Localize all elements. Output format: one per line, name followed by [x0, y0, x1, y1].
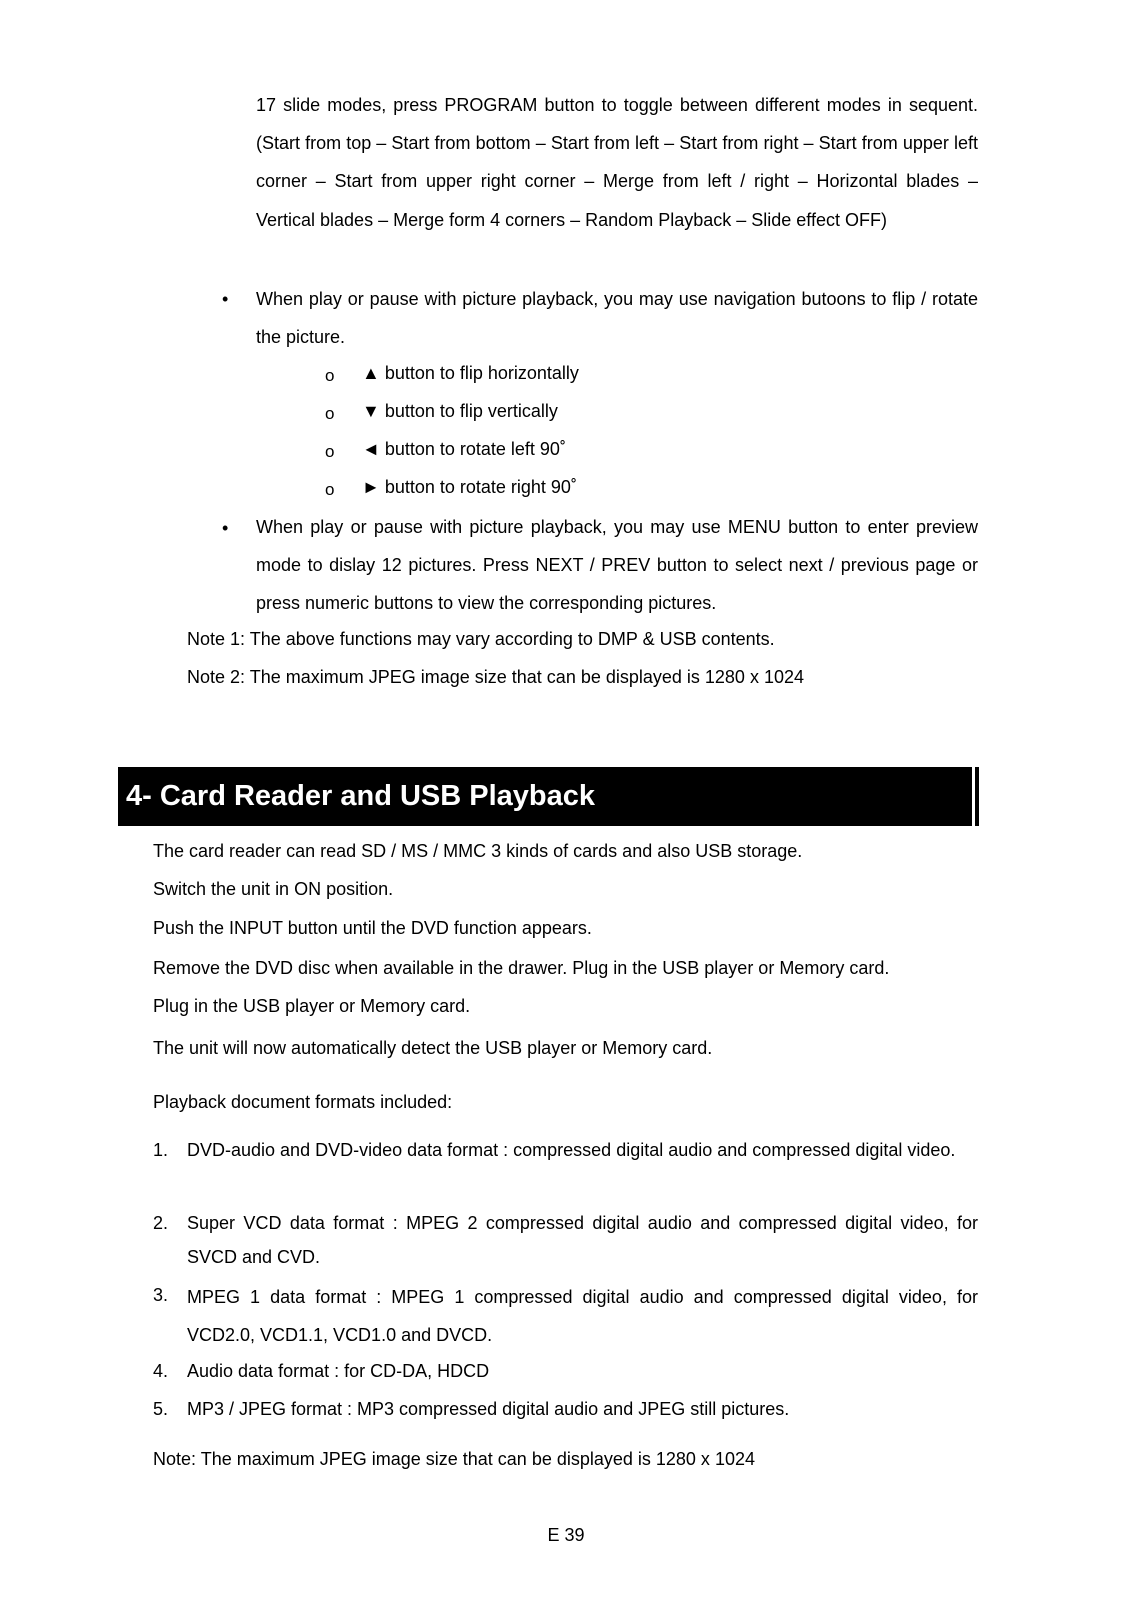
format-item: MPEG 1 data format : MPEG 1 compressed digital audio and compressed digital video, for VCD2.0, VCD1.1, VCD1.0 and DVCD. [187, 1287, 978, 1345]
page-number: E 39 [547, 1525, 585, 1545]
sub-item-flip-horizontal: ▲ button to flip horizontally [362, 363, 579, 383]
section-heading-bar [118, 767, 979, 826]
format-item: MP3 / JPEG format : MP3 compressed digital audio and JPEG still pictures. [187, 1399, 790, 1419]
sub-item-rotate-left: ◄ button to rotate left 90˚ [362, 439, 566, 459]
list-number: 1. [153, 1140, 169, 1160]
instruction-line: The unit will now automatically detect the USB player or Memory card. [153, 1038, 713, 1058]
sub-item-marker: o [325, 404, 335, 423]
format-item: DVD-audio and DVD-video data format : compressed digital audio and compressed digital video. [187, 1140, 956, 1160]
sub-item-marker: o [325, 480, 335, 499]
format-item: Audio data format : for CD-DA, HDCD [187, 1361, 490, 1381]
sub-item-marker: o [325, 442, 335, 461]
note-2: Note 2: The maximum JPEG image size that can be displayed is 1280 x 1024 [187, 667, 804, 687]
instruction-line: Push the INPUT button until the DVD function appears. [153, 918, 592, 938]
sub-item-flip-vertical: ▼ button to flip vertically [362, 401, 558, 421]
instruction-line: Plug in the USB player or Memory card. [153, 996, 471, 1016]
sub-item-marker: o [325, 366, 335, 385]
list-number: 5. [153, 1399, 169, 1419]
card-reader-description: The card reader can read SD / MS / MMC 3 kinds of cards and also USB storage. [153, 841, 803, 861]
instruction-line: Switch the unit in ON position. [153, 879, 394, 899]
list-number: 4. [153, 1361, 169, 1381]
list-number: 3. [153, 1285, 169, 1305]
formats-intro: Playback document formats included: [153, 1092, 453, 1112]
instruction-line: Remove the DVD disc when available in the drawer. Plug in the USB player or Memory card. [153, 958, 890, 978]
list-number: 2. [153, 1213, 169, 1233]
bullet-marker: • [222, 289, 229, 309]
section-heading: 4- Card Reader and USB Playback [126, 780, 596, 812]
bottom-note: Note: The maximum JPEG image size that can be displayed is 1280 x 1024 [153, 1449, 755, 1469]
sub-item-rotate-right: ► button to rotate right 90˚ [362, 477, 577, 497]
bullet-flip-rotate-text: When play or pause with picture playback, you may use navigation butoons to flip / rotate the picture. [256, 289, 978, 348]
slide-modes-paragraph: 17 slide modes, press PROGRAM button to toggle between different modes in sequent. (Start from top – Start from bottom – Start from left – Start from right – Start from upper left corner – Start from upper right corner – Merge from left / right – Horizontal blades – Vertical blades – Merge form 4 corners – Random Playback – Slide effect OFF) [256, 95, 978, 230]
note-1: Note 1: The above functions may vary according to DMP & USB contents. [187, 629, 775, 649]
format-item: Super VCD data format : MPEG 2 compressed digital audio and compressed digital video, for SVCD and CVD. [187, 1213, 978, 1267]
bullet-marker: • [222, 518, 229, 538]
bullet-preview-mode-text: When play or pause with picture playback, you may use MENU button to enter preview mode to dislay 12 pictures. Press NEXT / PREV button to select next / previous page or press numeric buttons to view the corresponding pictures. [256, 517, 978, 614]
